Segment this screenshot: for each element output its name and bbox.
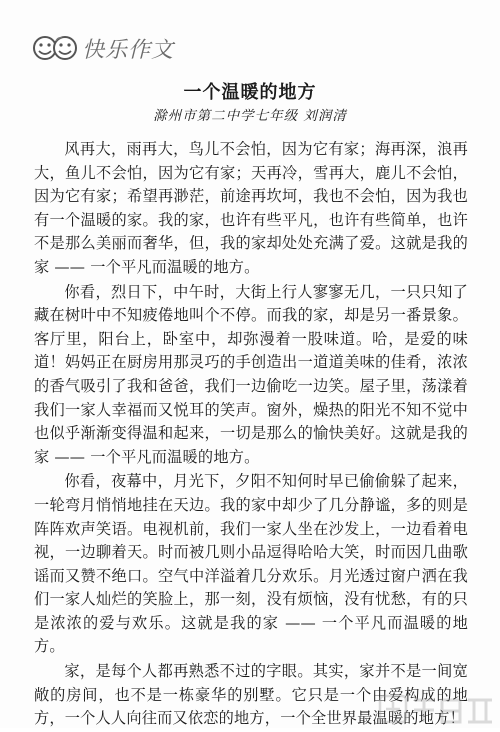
magazine-brand (32, 30, 174, 66)
site-watermark (378, 690, 496, 728)
site-watermark-logo-icon (378, 690, 496, 728)
paragraph-2: 你看，烈日下，中午时，大街上行人寥寥无几，一只只知了藏在树叶中不知疲倦地叫个不停。而我的家，却是另一番景象。客厅里，阳台上，卧室中，却弥漫着一股味道。哈，是爱的味道！妈妈正在厨房用那灵巧的手创造出一道道美味的佳肴，浓浓的香气吸引了我和爸爸，我们一边偷吃一边笑。屋子里，荡漾着我们一家人幸福而又悦耳的笑声。窗外，燥热的阳光不知不觉中也似乎渐渐变得温和起来，一切是那么的愉快美好。这就是我的家 —— 一个平凡而温暖的地方。 (34, 282, 468, 466)
paragraph-1: 风再大，雨再大，鸟儿不会怕，因为它有家；海再深，浪再大，鱼儿不会怕，因为它有家；天再冷，雪再大，鹿儿不会怕，因为它有家；希望再渺茫，前途再坎坷，我也不会怕，因为我也有一个温暖的家。我的家，也许有些平凡，也许有些简单，也许不是那么美丽而奢华，但，我的家却处处充满了爱。这就是我的家 —— 一个平凡而温暖的地方。 (34, 140, 468, 276)
article-body (34, 138, 468, 732)
paragraph-4: 家，是每个人都再熟悉不过的字眼。其实，家并不是一间宽敞的房间，也不是一栋豪华的别墅。它只是一个由爱构成的地方，一个人人向往而又依恋的地方，一个全世界最温暖的地方！ (34, 662, 468, 728)
smiling-faces-logo-icon (32, 32, 80, 64)
brand-text: 快乐作文 (82, 37, 175, 63)
paragraph-3: 你看，夜幕中，月光下，夕阳不知何时早已偷偷躲了起来，一轮弯月悄悄地挂在天边。我的家中却少了几分静谧，多的则是阵阵欢声笑语。电视机前，我们一家人坐在沙发上，一边看着电视，一边聊着天。时而被几则小品逗得哈哈大笑，时而因几曲歌谣而又赞不绝口。空气中洋溢着几分欢乐。月光透过窗户洒在我们一家人灿烂的笑脸上，那一刻，没有烦恼，没有忧愁，有的只是浓浓的爱与欢乐。这就是我的家 —— 一个平凡而温暖的地方。 (34, 472, 468, 656)
article-title: 一个温暖的地方 (183, 82, 317, 103)
article-byline: 滁州市第二中学七年级 刘润清 (153, 108, 347, 124)
